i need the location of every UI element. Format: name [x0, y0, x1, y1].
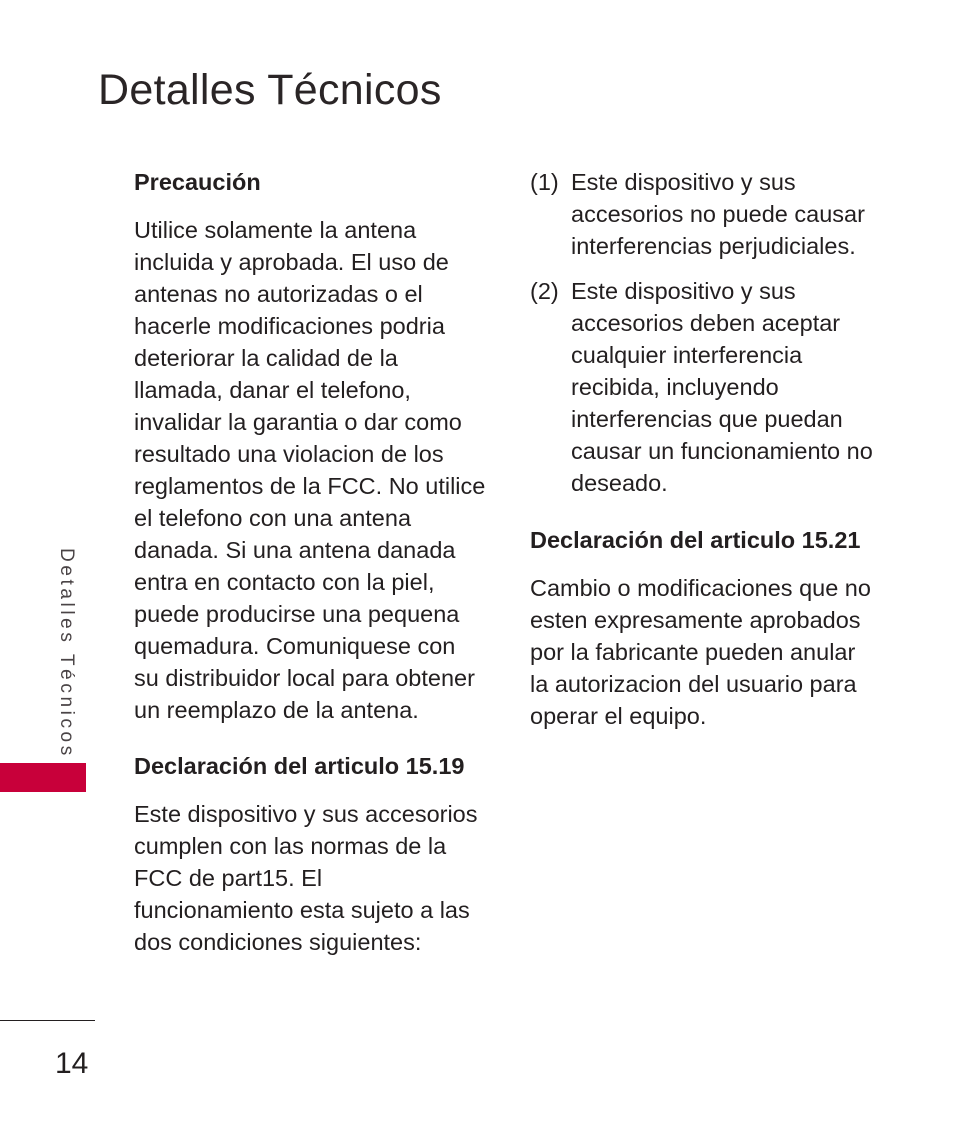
- right-column: [530, 166, 880, 756]
- article-1521-heading: Declaración del articulo 15.21: [530, 527, 861, 553]
- page-title: Detalles Técnicos: [98, 66, 442, 114]
- footer-divider: [0, 1020, 95, 1021]
- side-tab-marker: [0, 763, 86, 792]
- condition-item: [530, 166, 880, 262]
- condition-text: Este dispositivo y sus accesorios deben aceptar cualquier interferencia recibida, incluyendo interferencias que puedan causar un funcionamiento no deseado.: [571, 278, 873, 496]
- article-1519-section: [134, 750, 486, 958]
- article-1519-heading: Declaración del articulo 15.19: [134, 753, 465, 779]
- side-tab-label: Detalles Técnicos: [56, 548, 77, 759]
- condition-number: (1): [530, 169, 559, 195]
- article-1519-paragraph: Este dispositivo y sus accesorios cumplen con las normas de la FCC de part15. El funcionamiento esta sujeto a las dos condiciones siguientes:: [134, 801, 478, 955]
- caution-paragraph: Utilice solamente la antena incluida y aprobada. El uso de antenas no autorizadas o el hacerle modificaciones podria deteriorar la calidad de la llamada, danar el telefono, invalidar la garantia o dar como resultado una violacion de los reglamentos de la FCC. No utilice el telefono con una antena danada. Si una antena danada entra en contacto con la piel, puede producirse una pequena quemadura. Comuniquese con su distribuidor local para obtener un reemplazo de la antena.: [134, 217, 486, 723]
- left-column: [134, 166, 486, 982]
- condition-number: (2): [530, 278, 559, 304]
- condition-item: [530, 275, 880, 499]
- article-1521-paragraph: Cambio o modificaciones que no esten expresamente aprobados por la fabricante pueden anular la autorizacion del usuario para operar el equipo.: [530, 575, 871, 729]
- conditions-list: [530, 166, 880, 499]
- caution-section: [134, 166, 486, 726]
- condition-text: Este dispositivo y sus accesorios no puede causar interferencias perjudiciales.: [571, 169, 865, 259]
- page-number: 14: [55, 1047, 89, 1080]
- article-1521-section: [530, 524, 880, 732]
- caution-heading: Precaución: [134, 169, 261, 195]
